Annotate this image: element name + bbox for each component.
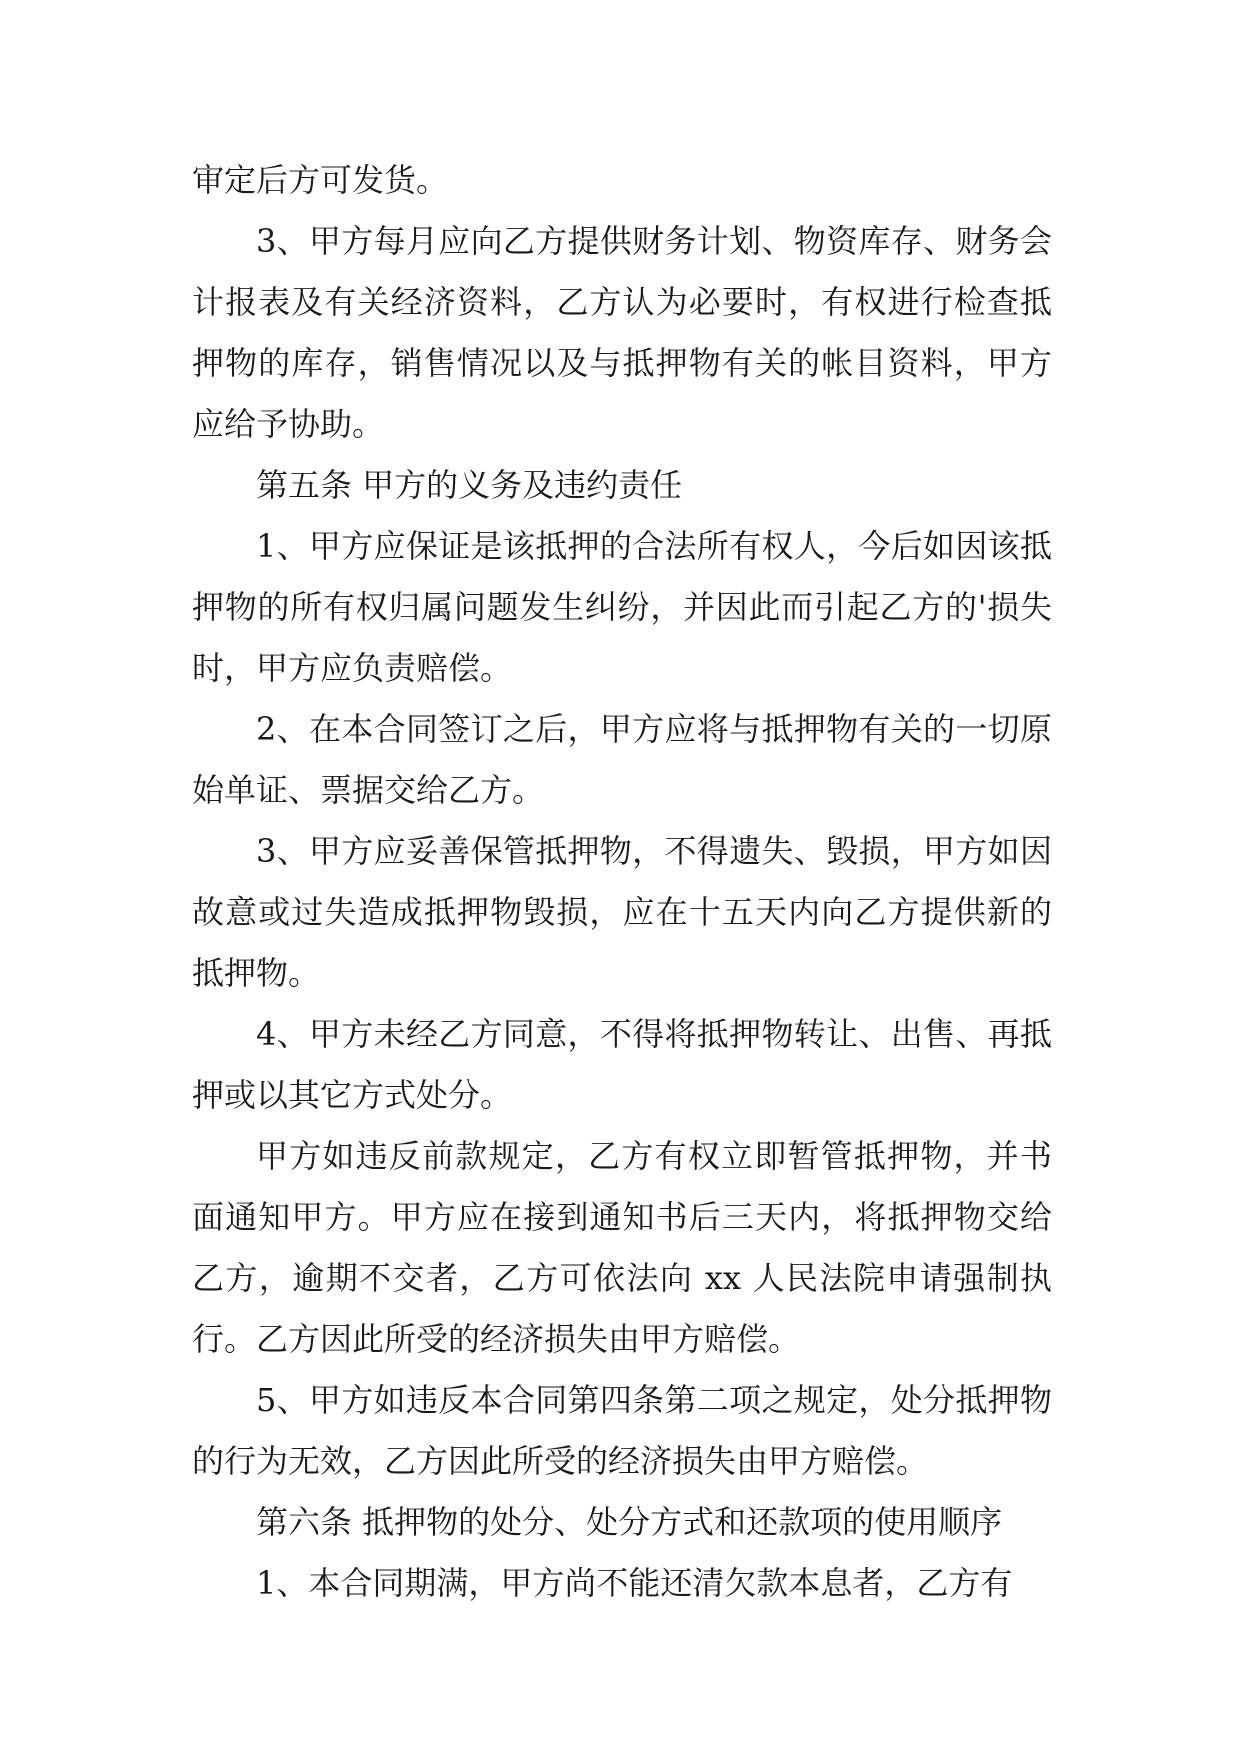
- paragraph-9: 5、甲方如违反本合同第四条第二项之规定，处分抵押物的行为无效，乙方因此所受的经济损失由甲方赔偿。: [192, 1381, 1052, 1480]
- document-body: [192, 150, 1052, 1614]
- paragraph-4: 1、甲方应保证是该抵押的合法所有权人，今后如因该抵押物的所有权归属问题发生纠纷，并因此而引起乙方的'损失时，甲方应负责赔偿。: [192, 527, 1052, 687]
- paragraph-8: 甲方如违反前款规定，乙方有权立即暂管抵押物，并书面通知甲方。甲方应在接到通知书后三天内，将抵押物交给乙方，逾期不交者，乙方可依法向 xx 人民法院申请强制执行。乙方因此所受的经济损失由甲方赔偿。: [192, 1137, 1052, 1358]
- paragraph-11: 1、本合同期满，甲方尚不能还清欠款本息者，乙方有: [256, 1564, 1013, 1602]
- paragraph-2: 3、甲方每月应向乙方提供财务计划、物资库存、财务会计报表及有关经济资料，乙方认为必要时，有权进行检查抵押物的库存，销售情况以及与抵押物有关的帐目资料，甲方应给予协助。: [192, 222, 1052, 443]
- section-heading-5: 第五条 甲方的义务及违约责任: [256, 466, 683, 504]
- paragraph-7: 4、甲方未经乙方同意，不得将抵押物转让、出售、再抵押或以其它方式处分。: [192, 1015, 1052, 1114]
- paragraph-6: 3、甲方应妥善保管抵押物，不得遗失、毁损，甲方如因故意或过失造成抵押物毁损，应在十五天内向乙方提供新的抵押物。: [192, 832, 1052, 992]
- section-heading-6: 第六条 抵押物的处分、处分方式和还款项的使用顺序: [256, 1503, 1003, 1541]
- paragraph-1: 审定后方可发货。: [192, 161, 449, 199]
- paragraph-5: 2、在本合同签订之后，甲方应将与抵押物有关的一切原始单证、票据交给乙方。: [192, 710, 1052, 809]
